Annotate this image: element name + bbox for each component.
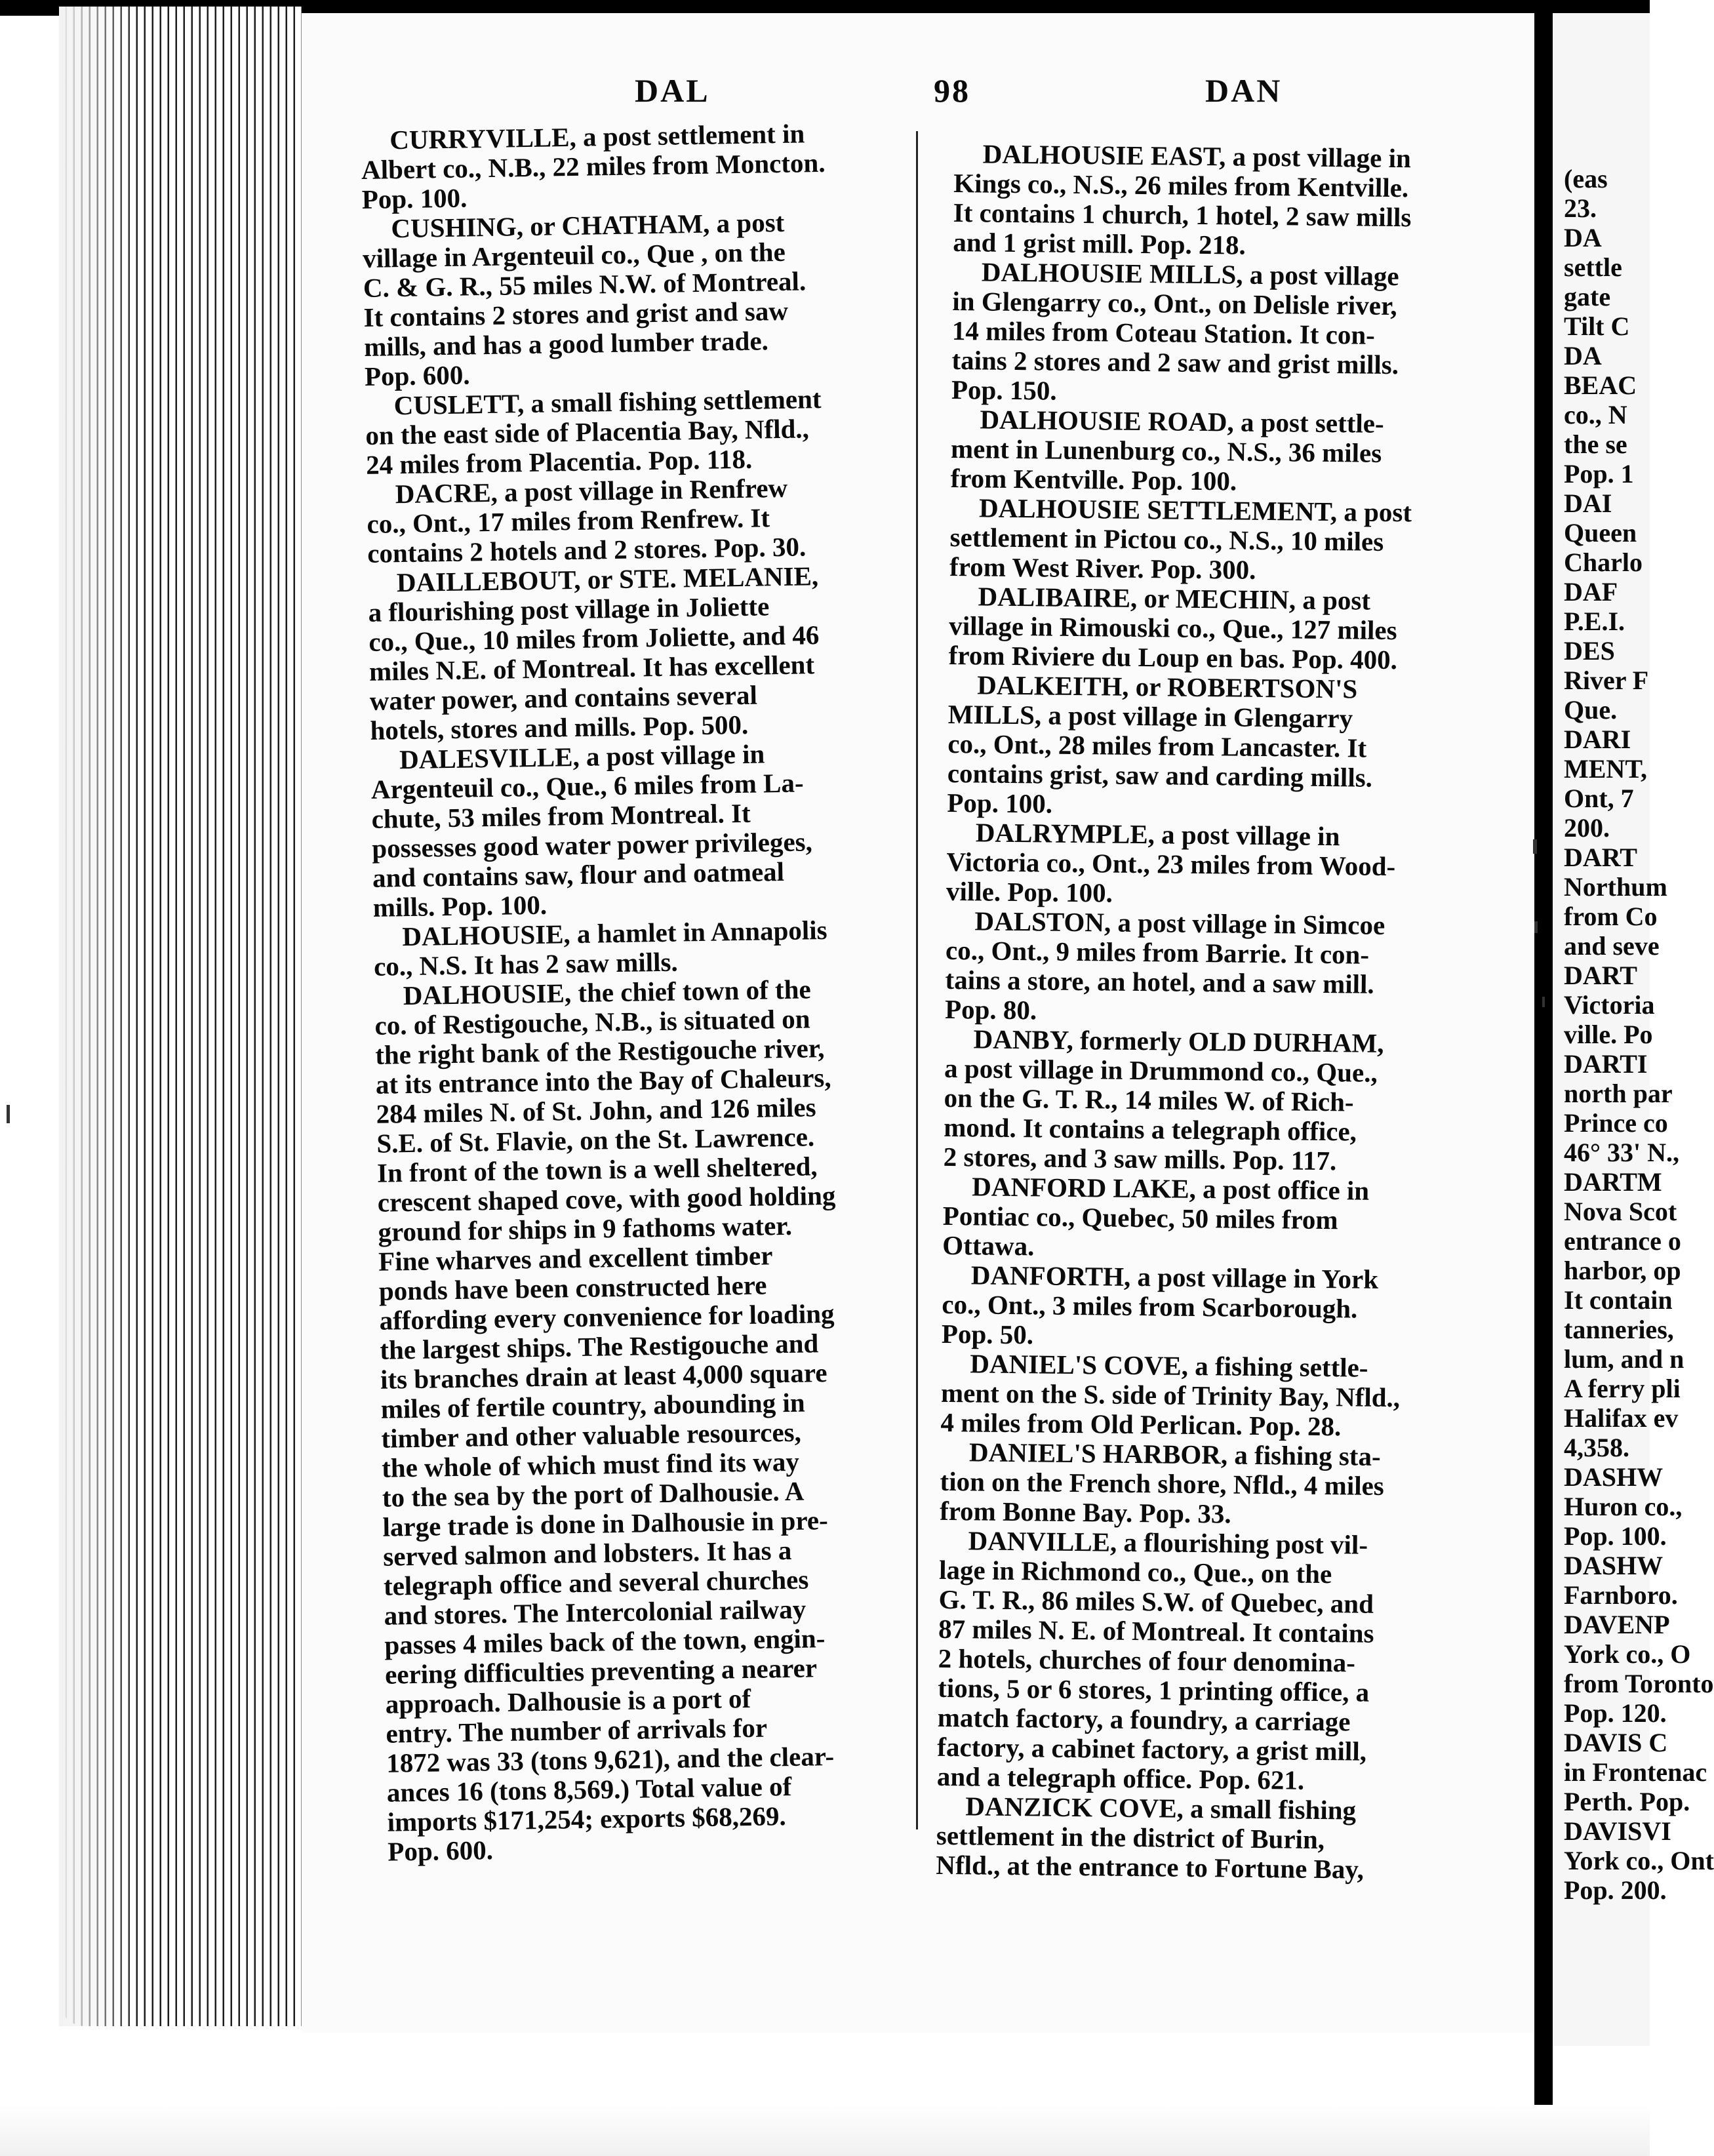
entry-line: Pontiac co., Quebec, 50 miles from: [942, 1200, 1338, 1235]
next-page-column: [1564, 164, 1714, 1905]
next-page-fragment: Queen: [1564, 518, 1637, 548]
next-page-fragment: Que.: [1564, 695, 1618, 725]
entry-line: MILLS, a post village in Glengarry: [947, 698, 1353, 734]
entry-line: and stores. The Intercolonial railway: [384, 1593, 807, 1631]
next-page-fragment: Nova Scot: [1564, 1197, 1677, 1226]
entry-line: timber and other valuable resources,: [381, 1416, 802, 1454]
entry-line: tains a store, an hotel, and a saw mill.: [945, 964, 1374, 999]
entry-line: approach. Dalhousie is a port of: [385, 1683, 751, 1719]
entry-line: Argenteuil co., Que., 6 miles from La-: [370, 767, 804, 805]
entry-line: Albert co., N.B., 22 miles from Moncton.: [361, 147, 826, 185]
next-page-fragment: DAVENP: [1564, 1610, 1670, 1639]
entry-line: DALHOUSIE, the chief town of the: [403, 974, 811, 1011]
next-page-fragment: 23.: [1564, 193, 1597, 223]
next-page-fragment: settle: [1564, 252, 1622, 282]
next-page-fragment: A ferry pli: [1564, 1374, 1681, 1403]
entry-line: Pop. 100.: [947, 787, 1053, 819]
next-page-fragment: 46° 33' N.,: [1564, 1138, 1679, 1167]
entry-line: ment in Lunenburg co., N.S., 36 miles: [950, 433, 1382, 468]
next-page-fragment: (eas: [1564, 164, 1608, 193]
next-page-fragment: York co., O: [1564, 1639, 1691, 1669]
next-page-fragment: from Co: [1564, 902, 1658, 931]
gazetteer-entry: [942, 1172, 1494, 1266]
entry-line: miles N.E. of Montreal. It has excellent: [369, 649, 815, 687]
entry-line: Pop. 600.: [364, 359, 470, 391]
entry-line: eering difficulties preventing a nearer: [384, 1652, 818, 1690]
next-page-fragment: DAVIS C: [1564, 1728, 1668, 1757]
scan-bottom-margin: [0, 2105, 1650, 2156]
entry-line: affording every convenience for loading: [379, 1298, 835, 1336]
next-page-fragment: ville. Po: [1564, 1020, 1653, 1049]
entry-line: co., N.S. It has 2 saw mills.: [373, 946, 679, 982]
entry-line: co., Ont., 17 miles from Renfrew. It: [367, 502, 770, 539]
gazetteer-entry: [362, 206, 915, 391]
entry-line: DALKEITH, or ROBERTSON'S: [977, 669, 1358, 704]
entry-line: DACRE, a post village in Renfrew: [395, 472, 788, 509]
entry-line: co., Ont., 28 miles from Lancaster. It: [947, 728, 1367, 763]
next-page-fragment: from Toronto: [1564, 1669, 1714, 1698]
entry-line: DALHOUSIE ROAD, a post settle-: [980, 404, 1384, 439]
next-page-fragment: Pop. 100.: [1564, 1521, 1667, 1551]
gazetteer-entry: [936, 1791, 1487, 1886]
entry-line: mond. It contains a telegraph office,: [943, 1111, 1357, 1147]
next-page-fragment: 4,358.: [1564, 1433, 1629, 1462]
entry-line: Pop. 150.: [951, 374, 1057, 406]
gazetteer-entry: [940, 1349, 1492, 1443]
next-page-fragment: the se: [1564, 429, 1627, 459]
next-page-fragment: harbor, op: [1564, 1256, 1681, 1285]
next-page-fragment: entrance o: [1564, 1226, 1681, 1256]
gazetteer-entry: [949, 582, 1500, 676]
entry-line: co., Ont., 9 miles from Barrie. It con-: [945, 934, 1370, 970]
entry-line: 2 stores, and 3 saw mills. Pop. 117.: [943, 1141, 1337, 1176]
next-page-fragment: DAVISVI: [1564, 1816, 1671, 1846]
next-page-fragment: BEAC: [1564, 370, 1637, 400]
entry-line: village in Rimouski co., Que., 127 miles: [948, 610, 1397, 646]
entry-line: the largest ships. The Restigouche and: [379, 1328, 819, 1365]
entry-line: S.E. of St. Flavie, on the St. Lawrence.: [376, 1121, 815, 1159]
running-head-left: DAL: [635, 72, 710, 109]
entry-line: tion on the French shore, Nfld., 4 miles: [940, 1466, 1385, 1501]
entry-line: Pop. 80.: [944, 993, 1037, 1026]
entry-line: imports $171,254; exports $68,269.: [387, 1801, 787, 1837]
entry-line: ances 16 (tons 8,569.) Total value of: [386, 1770, 792, 1808]
entry-line: Ottawa.: [942, 1229, 1035, 1262]
gazetteer-entry: [951, 257, 1504, 410]
entry-line: 2 hotels, churches of four denomina-: [938, 1643, 1356, 1678]
entry-line: and a telegraph office. Pop. 621.: [936, 1761, 1305, 1795]
entry-line: 4 miles from Old Perlican. Pop. 28.: [940, 1407, 1342, 1442]
entry-line: mills, and has a good lumber trade.: [363, 325, 769, 362]
entry-line: G. T. R., 86 miles S.W. of Quebec, and: [938, 1584, 1374, 1619]
entry-line: match factory, a foundry, a carriage: [937, 1702, 1351, 1737]
entry-line: It contains 1 church, 1 hotel, 2 saw mills: [953, 197, 1412, 233]
next-page-fragment: DAI: [1564, 489, 1612, 518]
margin-mark: [1533, 839, 1537, 854]
entry-line: ment on the S. side of Trinity Bay, Nfld.,: [940, 1377, 1401, 1413]
entry-line: Nfld., at the entrance to Fortune Bay,: [936, 1849, 1365, 1885]
next-page-fragment: Halifax ev: [1564, 1403, 1679, 1433]
entry-line: served salmon and lobsters. It has a: [382, 1534, 792, 1572]
gazetteer-entry: [373, 914, 925, 982]
next-page-fragment: lum, and n: [1564, 1344, 1684, 1374]
next-page-fragment: Pop. 200.: [1564, 1875, 1667, 1905]
gazetteer-entry: [365, 383, 917, 480]
entry-line: on the east side of Placentia Bay, Nfld.,: [365, 413, 810, 450]
gazetteer-entry: [953, 139, 1505, 263]
gazetteer-entry: [361, 117, 913, 214]
next-page-fragment: Charlo: [1564, 548, 1643, 577]
gazetteer-entry: [374, 973, 938, 1867]
entry-line: a flourishing post village in Joliette: [368, 591, 770, 628]
entry-line: ville. Pop. 100.: [946, 875, 1113, 908]
entry-line: mills. Pop. 100.: [372, 889, 548, 923]
entry-line: and contains saw, flour and oatmeal: [372, 856, 785, 893]
gazetteer-entry: [944, 1024, 1496, 1178]
entry-line: from West River. Pop. 300.: [949, 551, 1256, 585]
next-page-fragment: co., N: [1564, 400, 1627, 429]
next-page-fragment: 200.: [1564, 813, 1610, 843]
left-column: [361, 117, 939, 1867]
entry-line: a post village in Drummond co., Que.,: [944, 1052, 1378, 1088]
entry-line: co., Ont., 3 miles from Scarborough.: [942, 1288, 1358, 1324]
entry-line: DALHOUSIE EAST, a post village in: [982, 138, 1412, 174]
entry-line: DALIBAIRE, or MECHIN, a post: [978, 581, 1371, 616]
entry-line: DANIEL'S HARBOR, a fishing sta-: [968, 1437, 1381, 1471]
entry-line: ponds have been constructed here: [378, 1269, 767, 1306]
entry-line: from Bonne Bay. Pop. 33.: [939, 1495, 1231, 1529]
entry-line: from Kentville. Pop. 100.: [950, 462, 1237, 496]
next-page-fragment: DA: [1564, 341, 1602, 370]
next-page-fragment: DASHW: [1564, 1551, 1664, 1580]
entry-line: on the G. T. R., 14 miles W. of Rich-: [944, 1082, 1354, 1117]
next-page-fragment: Huron co.,: [1564, 1492, 1683, 1521]
entry-line: DALHOUSIE MILLS, a post village: [981, 256, 1399, 292]
entry-line: DALHOUSIE, a hamlet in Annapolis: [402, 914, 827, 952]
margin-mark: [1534, 921, 1538, 933]
gazetteer-entry: [368, 560, 921, 746]
next-page-fragment: Pop. 120.: [1564, 1698, 1667, 1728]
next-page-fragment: Ont, 7: [1564, 784, 1634, 813]
entry-line: village in Argenteuil co., Que , on the: [362, 236, 786, 273]
next-page-fragment: DA: [1564, 223, 1602, 252]
next-page-fragment: P.E.I.: [1564, 607, 1625, 636]
next-page-fragment: north par: [1564, 1079, 1673, 1108]
gazetteer-entry: [949, 493, 1501, 588]
entry-line: Fine wharves and excellent timber: [378, 1240, 773, 1277]
entry-line: its branches drain at least 4,000 square: [380, 1357, 827, 1395]
next-page-fragment: DARTM: [1564, 1167, 1662, 1197]
gazetteer-entry: [942, 1260, 1493, 1355]
entry-line: entry. The number of arrivals for: [386, 1712, 768, 1749]
entry-line: DANIEL'S COVE, a fishing settle-: [970, 1348, 1368, 1383]
entry-line: DANFORD LAKE, a post office in: [972, 1171, 1370, 1206]
entry-line: tains 2 stores and 2 saw and grist mills.: [951, 344, 1399, 380]
gazetteer-entry: [945, 906, 1497, 1030]
next-page-fragment: Northum: [1564, 872, 1667, 902]
next-page-fragment: It contain: [1564, 1285, 1673, 1315]
entry-line: 284 miles N. of St. John, and 126 miles: [376, 1092, 816, 1129]
next-page-fragment: DASHW: [1564, 1462, 1664, 1492]
entry-line: CUSHING, or CHATHAM, a post: [391, 207, 785, 244]
entry-line: the whole of which must find its way: [381, 1446, 800, 1483]
next-page-fragment: DAF: [1564, 577, 1618, 607]
entry-line: passes 4 miles back of the town, engin-: [384, 1623, 826, 1660]
entry-line: DANBY, formerly OLD DURHAM,: [973, 1024, 1384, 1058]
entry-line: DALHOUSIE SETTLEMENT, a post: [978, 492, 1412, 528]
right-column: [936, 139, 1505, 1886]
entry-line: and 1 grist mill. Pop. 218.: [953, 226, 1246, 260]
next-page-fragment: DES: [1564, 636, 1615, 666]
next-page-fragment: River F: [1564, 666, 1649, 695]
entry-line: DAILLEBOUT, or STE. MELANIE,: [396, 561, 819, 598]
gazetteer-entry: [366, 471, 918, 569]
next-page-fragment: Prince co: [1564, 1108, 1668, 1138]
entry-line: co. of Restigouche, N.B., is situated on: [374, 1003, 810, 1041]
gazetteer-entry: [940, 1437, 1491, 1532]
entry-line: DALESVILLE, a post village in: [399, 738, 765, 775]
entry-line: telegraph office and several churches: [383, 1564, 809, 1601]
entry-line: CURRYVILLE, a post settlement in: [389, 118, 805, 155]
entry-line: It contains 2 stores and grist and saw: [363, 295, 789, 332]
entry-line: Victoria co., Ont., 23 miles from Wood-: [946, 846, 1396, 882]
next-page-fragment: Tilt C: [1564, 311, 1630, 341]
entry-line: factory, a cabinet factory, a grist mill,: [937, 1731, 1367, 1767]
entry-line: contains 2 hotels and 2 stores. Pop. 30.: [367, 531, 807, 569]
entry-line: in Glengarry co., Ont., on Delisle river,: [952, 285, 1397, 321]
next-page-fragment: in Frontenac: [1564, 1757, 1707, 1787]
gazetteer-entry: [946, 818, 1498, 912]
entry-line: large trade is done in Dalhousie in pre-: [382, 1505, 829, 1542]
entry-line: DANZICK COVE, a small fishing: [965, 1791, 1357, 1826]
next-page-fragment: tanneries,: [1564, 1315, 1674, 1344]
next-page-fragment: DART: [1564, 843, 1637, 872]
entry-line: chute, 53 miles from Montreal. It: [371, 797, 751, 834]
entry-line: DALSTON, a post village in Simcoe: [974, 906, 1385, 940]
entry-line: Pop. 600.: [387, 1835, 494, 1867]
gazetteer-entry: [950, 405, 1502, 499]
entry-line: 87 miles N. E. of Montreal. It contains: [938, 1613, 1374, 1648]
gazetteer-entry: [947, 670, 1499, 824]
page-edge-shade: [59, 7, 138, 2026]
next-page-fragment: and seve: [1564, 931, 1660, 961]
entry-line: ground for ships in 9 fathoms water.: [378, 1210, 793, 1247]
book-gutter-shadow: [1534, 0, 1553, 2156]
entry-line: CUSLETT, a small fishing settlement: [393, 384, 822, 421]
next-page-fragment: Pop. 1: [1564, 459, 1634, 489]
entry-line: at its entrance into the Bay of Chaleurs,: [375, 1062, 831, 1100]
page-number: 98: [934, 72, 970, 109]
entry-line: Pop. 100.: [361, 182, 468, 214]
entry-line: lage in Richmond co., Que., on the: [938, 1554, 1332, 1589]
next-page-fragment: DART: [1564, 961, 1637, 990]
next-page-fragment: York co., Ont: [1564, 1846, 1714, 1875]
entry-line: hotels, stores and mills. Pop. 500.: [370, 709, 749, 746]
entry-line: settlement in Pictou co., N.S., 10 miles: [949, 521, 1384, 557]
entry-line: miles of fertile country, abounding in: [380, 1387, 805, 1424]
entry-line: DALRYMPLE, a post village in: [975, 817, 1340, 852]
entry-line: Pop. 50.: [941, 1318, 1034, 1350]
next-page-fragment: DARTI: [1564, 1049, 1648, 1079]
entry-line: from Riviere du Loup en bas. Pop. 400.: [948, 639, 1398, 675]
running-head-right: DAN: [1205, 72, 1283, 109]
entry-line: 14 miles from Coteau Station. It con-: [951, 315, 1376, 350]
entry-line: Kings co., N.S., 26 miles from Kentville.: [953, 167, 1409, 203]
margin-mark: [7, 1105, 10, 1123]
next-page-fragment: gate: [1564, 282, 1611, 311]
entry-line: 1872 was 33 (tons 9,621), and the clear-: [386, 1740, 835, 1778]
entry-line: water power, and contains several: [369, 679, 758, 716]
entry-line: In front of the town is a well sheltered,: [376, 1151, 818, 1188]
entry-line: contains grist, saw and carding mills.: [947, 757, 1373, 793]
next-page-fragment: Perth. Pop.: [1564, 1787, 1690, 1816]
gazetteer-entry: [937, 1526, 1490, 1797]
entry-line: possesses good water power privileges,: [371, 826, 813, 864]
margin-mark: [1542, 997, 1545, 1007]
entry-line: C. & G. R., 55 miles N.W. of Montreal.: [363, 266, 807, 303]
entry-line: crescent shaped cove, with good holding: [377, 1180, 836, 1218]
next-page-fragment: DARI: [1564, 725, 1631, 754]
entry-line: settlement in the district of Burin,: [936, 1820, 1325, 1855]
entry-line: the right bank of the Restigouche river,: [374, 1033, 825, 1070]
entry-line: DANFORTH, a post village in York: [970, 1260, 1379, 1294]
next-page-fragment: MENT,: [1564, 754, 1648, 784]
entry-line: co., Que., 10 miles from Joliette, and 46: [369, 620, 820, 657]
gazetteer-entry: [370, 737, 924, 923]
next-page-fragment: Victoria: [1564, 990, 1655, 1020]
entry-line: DANVILLE, a flourishing post vil-: [968, 1525, 1368, 1560]
entry-line: to the sea by the port of Dalhousie. A: [382, 1475, 805, 1513]
entry-line: 24 miles from Placentia. Pop. 118.: [365, 443, 753, 480]
entry-line: tions, 5 or 6 stores, 1 printing office, a: [938, 1672, 1370, 1707]
next-page-fragment: Farnboro.: [1564, 1580, 1678, 1610]
